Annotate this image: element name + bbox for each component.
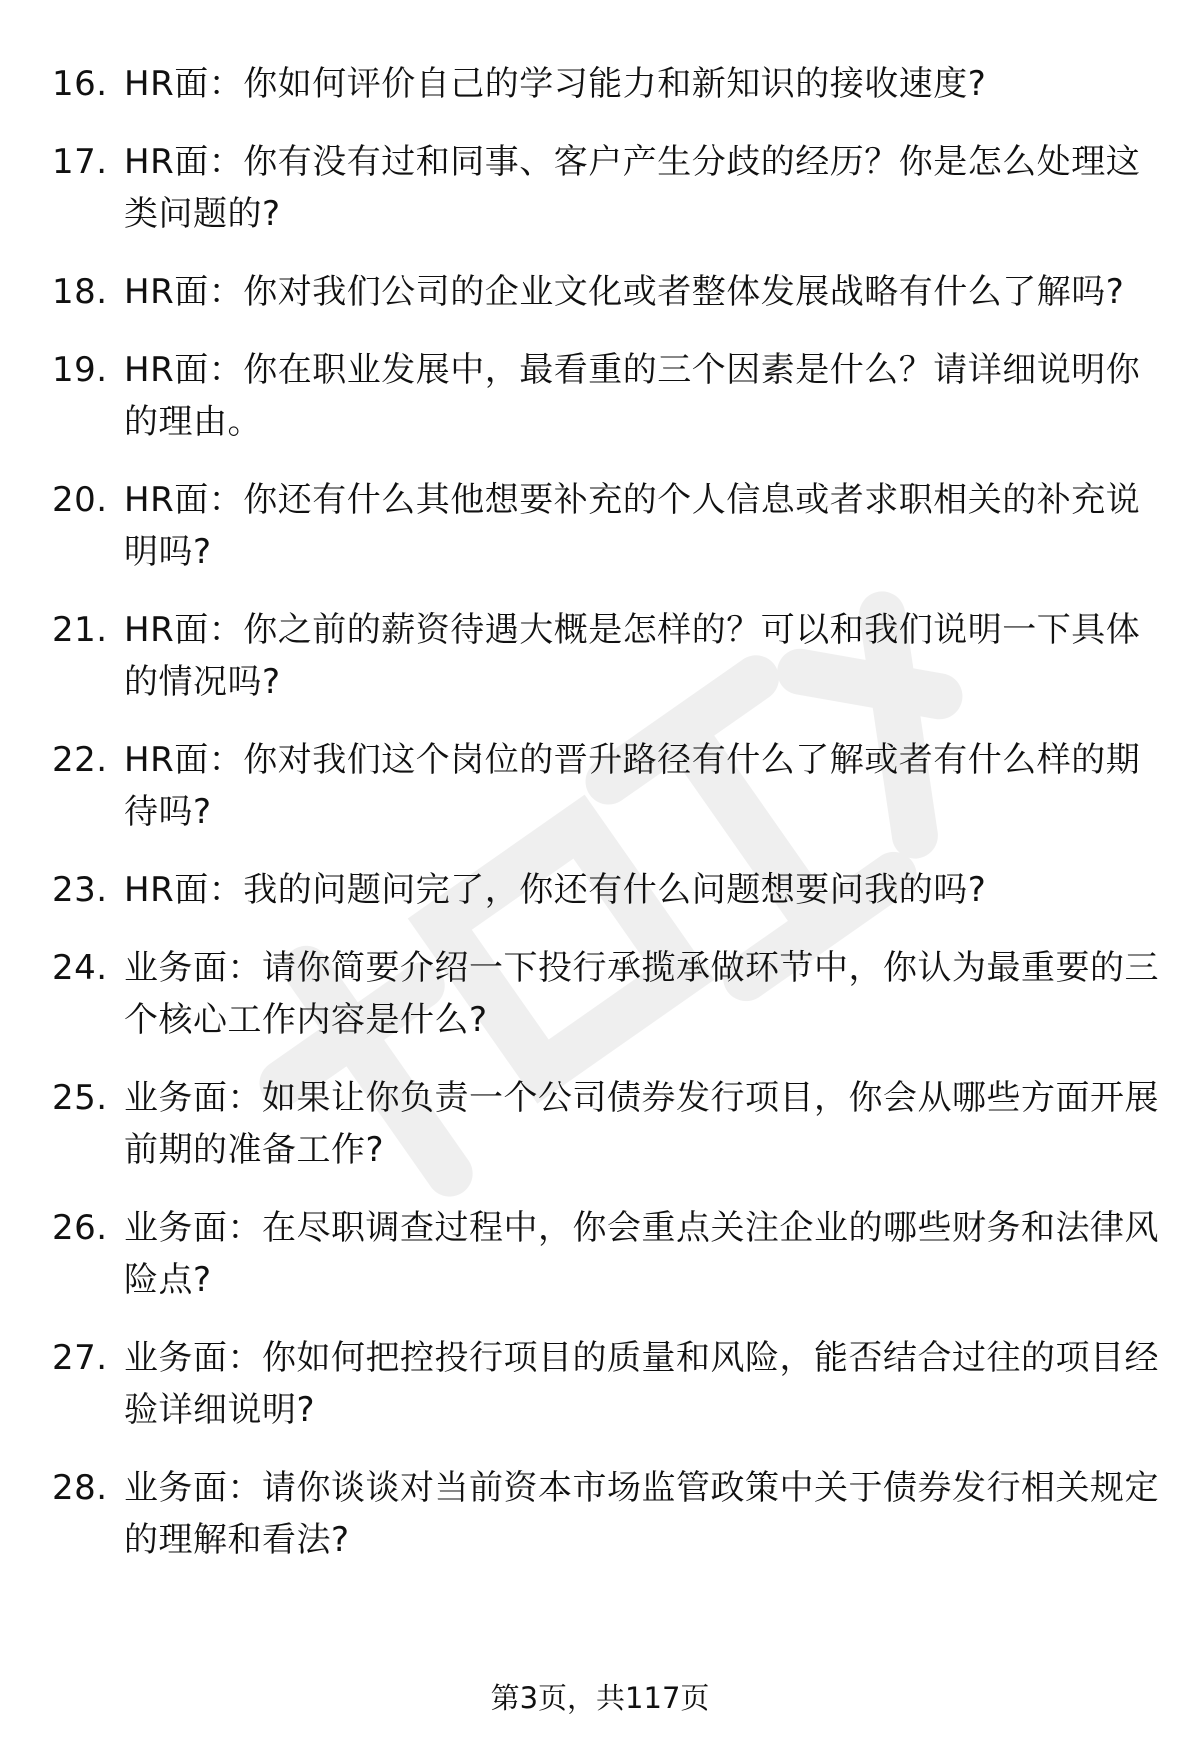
list-item [52,942,1162,1046]
question-number: 25. [52,1078,108,1118]
list-item [52,1202,1162,1306]
question-text: HR面：我的问题问完了，你还有什么问题想要问我的吗? [124,870,987,910]
list-item [52,58,1162,110]
list-item [52,604,1162,708]
question-text: HR面：你在职业发展中，最看重的三个因素是什么？请详细说明你的理由。 [124,350,1141,442]
list-item [52,864,1162,916]
question-text: HR面：你如何评价自己的学习能力和新知识的接收速度? [124,64,987,104]
question-number: 19. [52,350,108,390]
list-item [52,1462,1162,1566]
question-number: 22. [52,740,108,780]
question-number: 18. [52,272,108,312]
question-list [52,58,1162,1592]
list-item [52,136,1162,240]
question-text: HR面：你之前的薪资待遇大概是怎样的？可以和我们说明一下具体的情况吗? [124,610,1141,702]
question-text: 业务面：请你谈谈对当前资本市场监管政策中关于债券发行相关规定的理解和看法? [124,1468,1159,1560]
question-text: HR面：你有没有过和同事、客户产生分歧的经历？你是怎么处理这类问题的? [124,142,1141,234]
list-item [52,1072,1162,1176]
list-item [52,1332,1162,1436]
question-number: 27. [52,1338,108,1378]
list-item [52,734,1162,838]
question-text: 业务面：请你简要介绍一下投行承揽承做环节中，你认为最重要的三个核心工作内容是什么? [124,948,1159,1040]
question-text: HR面：你还有什么其他想要补充的个人信息或者求职相关的补充说明吗? [124,480,1141,572]
question-text: 业务面：如果让你负责一个公司债券发行项目，你会从哪些方面开展前期的准备工作? [124,1078,1159,1170]
question-text: 业务面：在尽职调查过程中，你会重点关注企业的哪些财务和法律风险点? [124,1208,1159,1300]
question-number: 24. [52,948,108,988]
question-number: 20. [52,480,108,520]
question-number: 28. [52,1468,108,1508]
question-number: 16. [52,64,108,104]
question-number: 21. [52,610,108,650]
question-text: 业务面：你如何把控投行项目的质量和风险，能否结合过往的项目经验详细说明? [124,1338,1159,1430]
page-number-footer: 第3页，共117页 [490,1681,710,1715]
question-text: HR面：你对我们这个岗位的晋升路径有什么了解或者有什么样的期待吗? [124,740,1141,832]
list-item [52,344,1162,448]
question-number: 26. [52,1208,108,1248]
list-item [52,474,1162,578]
list-item [52,266,1162,318]
question-number: 17. [52,142,108,182]
question-text: HR面：你对我们公司的企业文化或者整体发展战略有什么了解吗? [124,272,1125,312]
question-number: 23. [52,870,108,910]
